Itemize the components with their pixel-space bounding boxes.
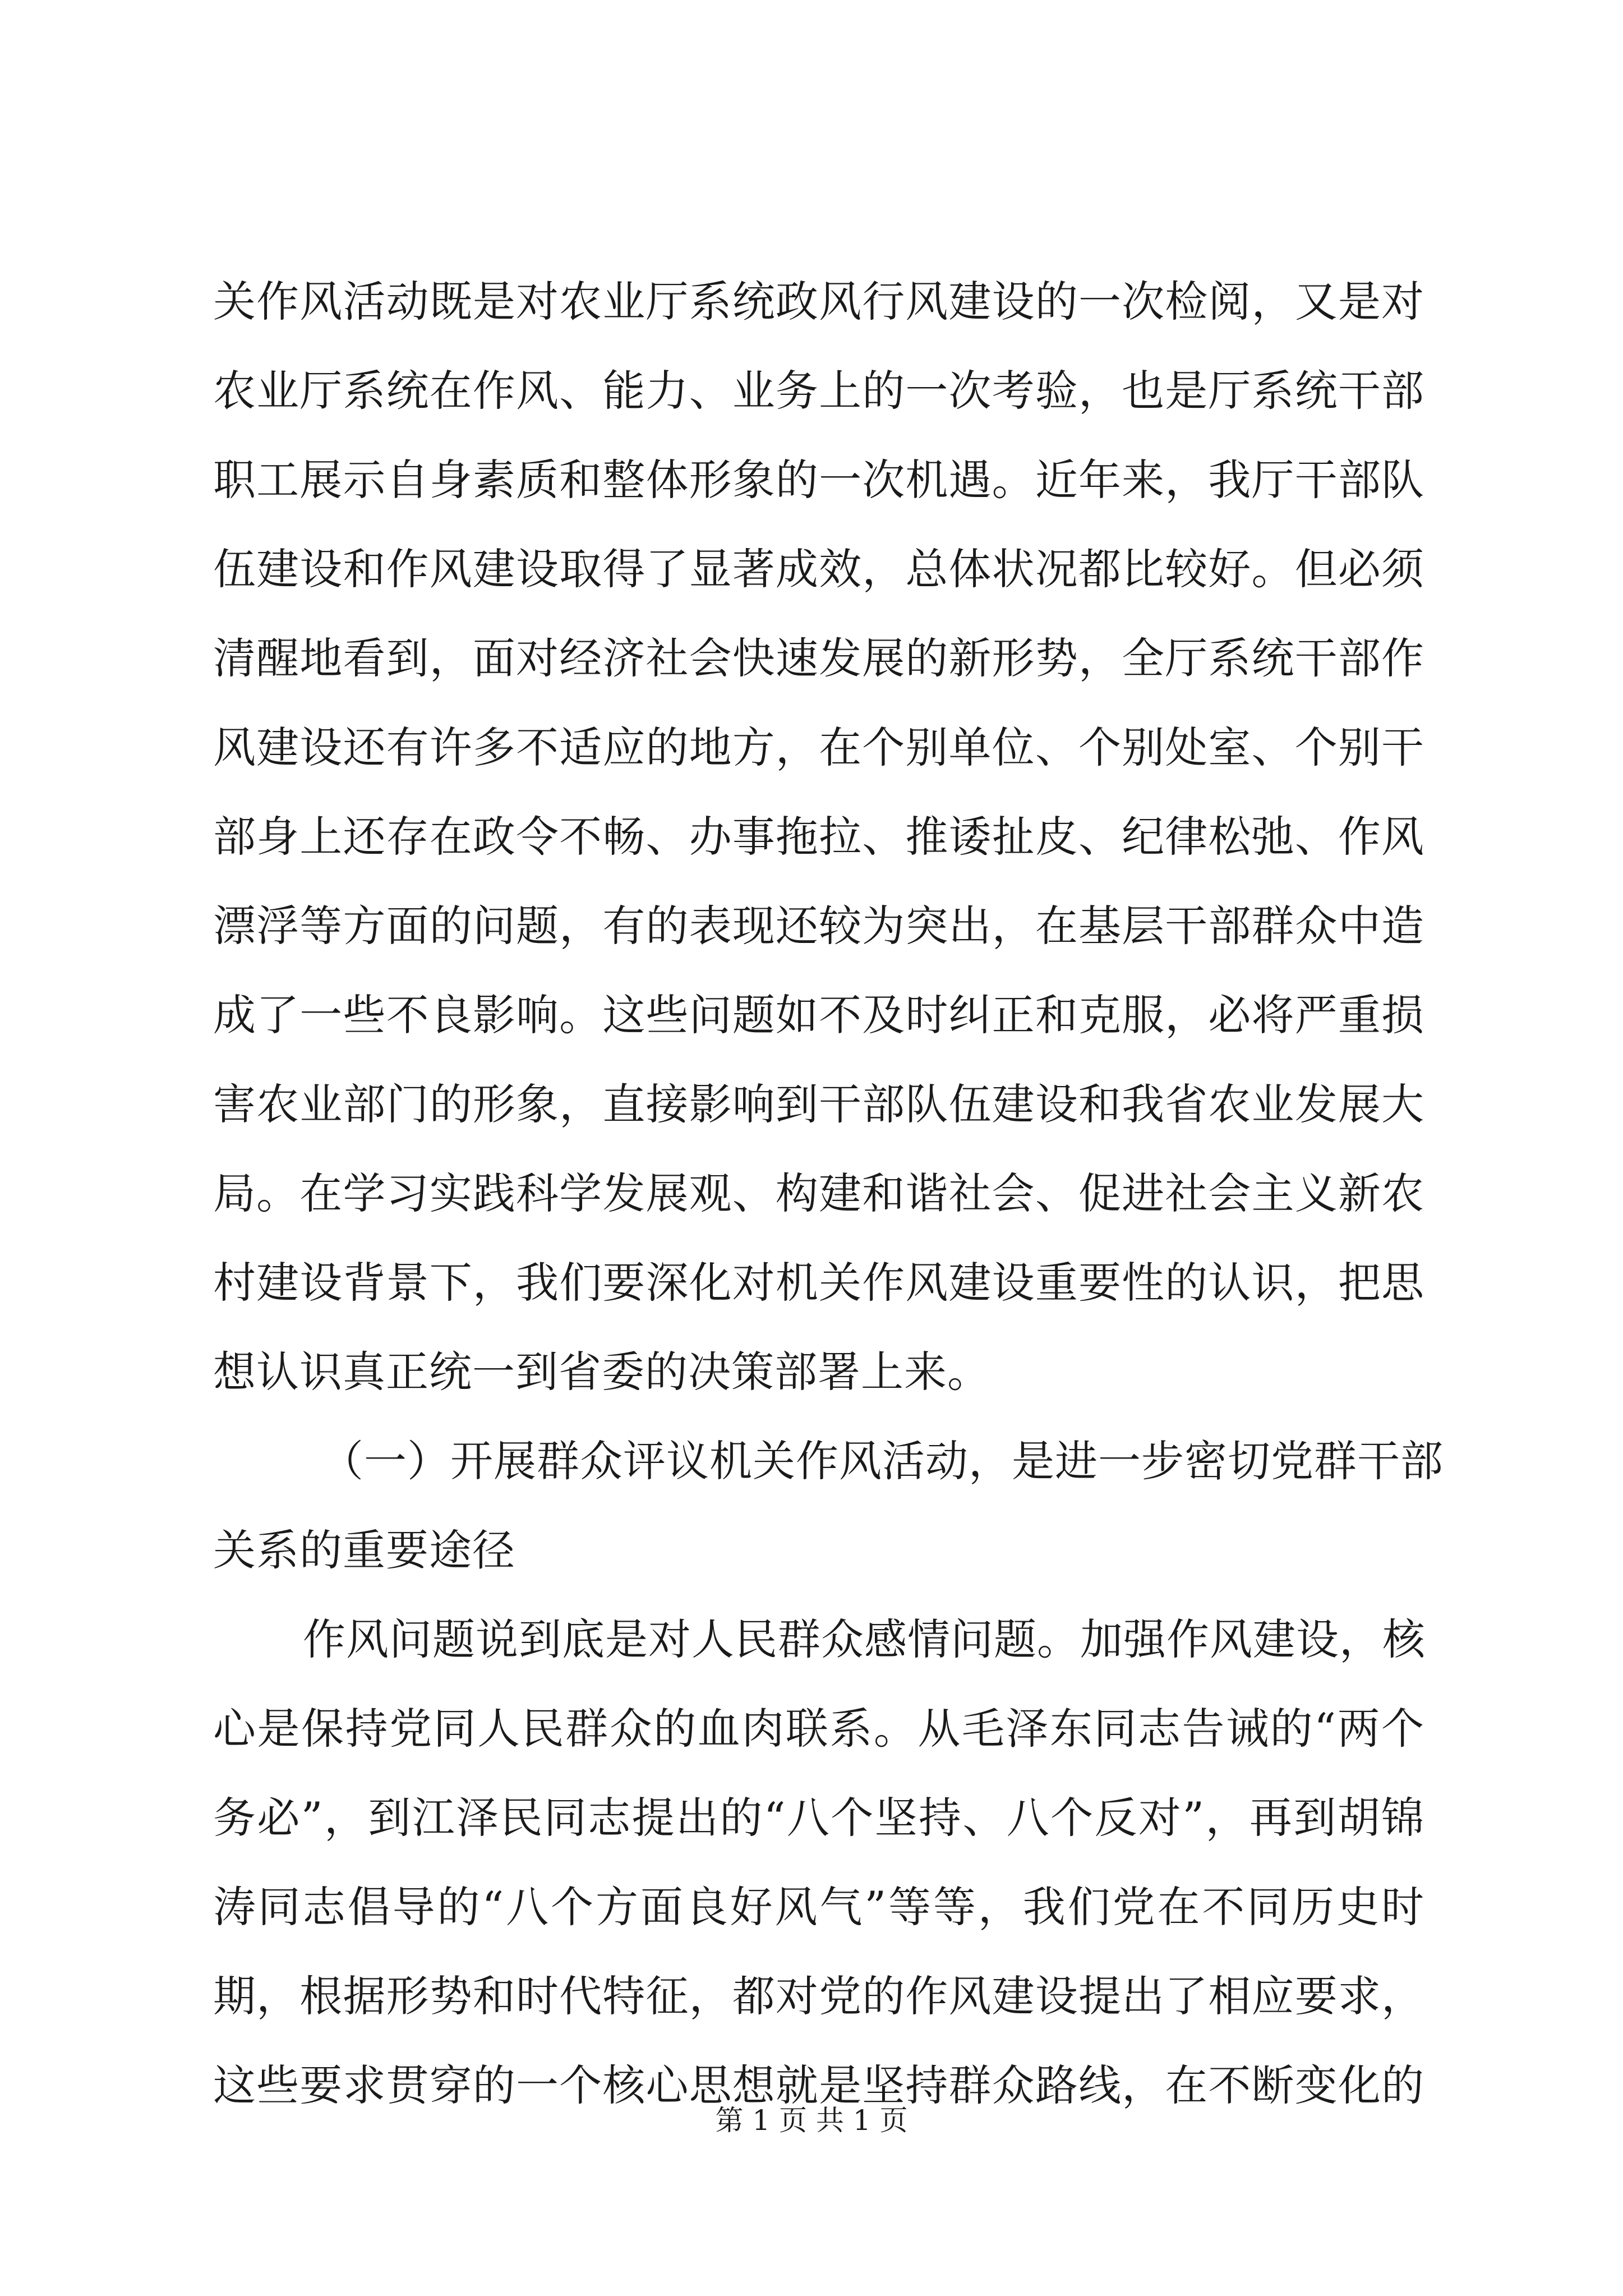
paragraph-line: 心是保持党同人民群众的血肉联系。从毛泽东同志告诫的“两个 [213,1704,1424,1754]
paragraph-line: 期，根据形势和时代特征，都对党的作风建设提出了相应要求， [213,1971,1424,2021]
paragraph-line: 作风问题说到底是对人民群众感情问题。加强作风建设，核 [303,1614,1426,1664]
paragraph-line: 想认识真正统一到省委的决策部署上来。 [213,1347,990,1397]
paragraph-line: 职工展示自身素质和整体形象的一次机遇。近年来，我厅干部队 [213,455,1424,505]
paragraph-line: 这些要求贯穿的一个核心思想就是坚持群众路线，在不断变化的 [213,2060,1424,2110]
paragraph-line: 局。在学习实践科学发展观、构建和谐社会、促进社会主义新农 [213,1168,1424,1218]
paragraph-line: 村建设背景下，我们要深化对机关作风建设重要性的认识，把思 [213,1258,1424,1308]
paragraph-line: 涛同志倡导的“八个方面良好风气”等等，我们党在不同历史时 [213,1882,1424,1932]
paragraph-line: 伍建设和作风建设取得了显著成效，总体状况都比较好。但必须 [213,544,1424,594]
paragraph-line: 务必”，到江泽民同志提出的“八个坚持、八个反对”，再到胡锦 [213,1793,1424,1843]
paragraph-line: 清醒地看到，面对经济社会快速发展的新形势，全厅系统干部作 [213,633,1424,683]
paragraph-line: 害农业部门的形象，直接影响到干部队伍建设和我省农业发展大 [213,1079,1424,1129]
paragraph-line: 农业厅系统在作风、能力、业务上的一次考验，也是厅系统干部 [213,366,1424,416]
page-number-footer: 第 1 页 共 1 页 [715,2104,908,2137]
paragraph-line: 漂浮等方面的问题，有的表现还较为突出，在基层干部群众中造 [213,901,1424,951]
paragraph-line: 风建设还有许多不适应的地方，在个别单位、个别处室、个别干 [213,723,1424,772]
section-heading-line: （一）开展群众评议机关作风活动，是进一步密切党群干部 [321,1436,1444,1486]
paragraph-line: 关作风活动既是对农业厅系统政风行风建设的一次检阅，又是对 [213,277,1424,326]
section-heading-line: 关系的重要途径 [213,1525,515,1575]
paragraph-line: 成了一些不良影响。这些问题如不及时纠正和克服，必将严重损 [213,990,1424,1040]
paragraph-line: 部身上还存在政令不畅、办事拖拉、推诿扯皮、纪律松弛、作风 [213,812,1424,862]
